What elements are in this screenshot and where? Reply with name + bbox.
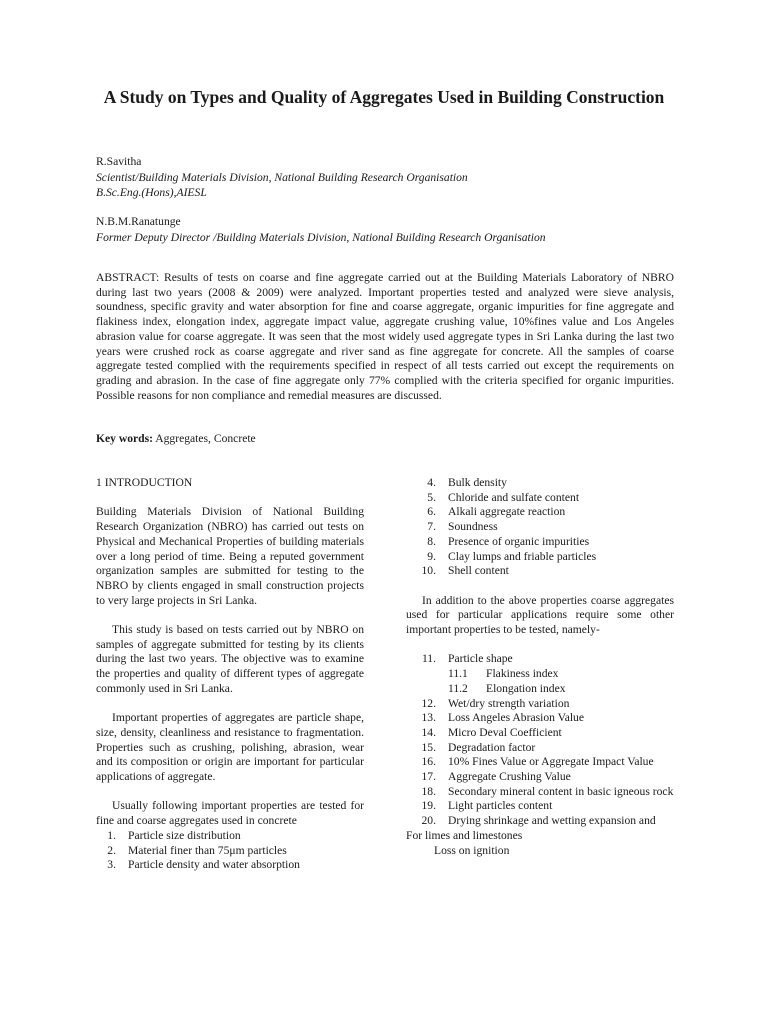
- author-affiliation: Former Deputy Director /Building Materials Division, National Building Research Organisation: [96, 230, 546, 244]
- list-item: [406, 799, 674, 814]
- list-text: Chloride and sulfate content: [448, 490, 580, 504]
- list-item: [406, 564, 674, 579]
- list-text: Wet/dry strength variation: [448, 696, 570, 710]
- list-number: 11.: [421, 652, 436, 666]
- list-item: [406, 550, 674, 565]
- list-number: 1.: [107, 828, 116, 842]
- list-text: Micro Deval Coefficient: [448, 725, 562, 739]
- keywords-line: [96, 432, 256, 445]
- author-name: R.Savitha: [96, 155, 142, 168]
- list-item: [406, 535, 674, 550]
- list-text: Secondary mineral content in basic igneous rock: [448, 784, 674, 798]
- list-item: [406, 785, 674, 800]
- paragraph: In addition to the above properties coarse aggregates used for particular applications require some other important properties to be tested, namely-: [406, 593, 674, 637]
- list-number: 6.: [427, 505, 436, 519]
- list-item: [406, 726, 674, 741]
- list-item: [406, 505, 674, 520]
- list-number: 20.: [421, 814, 436, 828]
- list-item: [96, 829, 364, 844]
- list-text: Particle density and water absorption: [128, 858, 300, 872]
- numbered-list: [96, 829, 364, 873]
- list-number: 16.: [421, 755, 436, 769]
- sub-list-item: [406, 667, 674, 682]
- list-item: [406, 520, 674, 535]
- list-text: Soundness: [448, 520, 498, 534]
- author-degree: B.Sc.Eng.(Hons),AIESL: [96, 186, 207, 199]
- list-number: 17.: [421, 770, 436, 784]
- list-text: Presence of organic impurities: [448, 534, 590, 548]
- list-number: 10.: [421, 564, 436, 578]
- limes-item: Loss on ignition: [434, 843, 510, 857]
- list-text: Material finer than 75μm particles: [128, 843, 287, 857]
- list-text: Clay lumps and friable particles: [448, 549, 597, 563]
- list-text: Shell content: [448, 564, 509, 578]
- paragraph: This study is based on tests carried out by NBRO on samples of aggregate submitted for testing by its clients during the last two years. The objective was to examine the properties and quality of different types of aggregate commonly used in Sri Lanka.: [96, 623, 364, 695]
- author-affiliation: Scientist/Building Materials Division, National Building Research Organisation: [96, 170, 468, 184]
- list-text: Elongation index: [486, 681, 566, 695]
- list-number: 19.: [421, 799, 436, 813]
- list-number: 8.: [427, 534, 436, 548]
- abstract: ABSTRACT: Results of tests on coarse and fine aggregate carried out at the Building Materials Laboratory of NBRO during last two years (2008 & 2009) were analyzed. Important properties tested and analyzed were sieve analysis, soundness, specific gravity and water absorption for fine and coarse aggregate, organic impurities for fine aggregate and flakiness index, elongation index, aggregate impact value, aggregate crushing value, 10%fines value and Los Angeles abrasion value for coarse aggregate. It was seen that the most widely used aggregate types in Sri Lanka during the last two years were crushed rock as coarse aggregate and river sand as fine aggregate for concrete. All the samples of coarse aggregate tested complied with the requirements specified in respect of all tests carried out except the requirements on grading and abrasion. In the case of fine aggregate only 77% complied with the criteria specified for organic impurities. Possible reasons for non compliance and remedial measures are discussed.: [96, 271, 674, 402]
- paragraph: Important properties of aggregates are particle shape, size, density, cleanliness and resistance to fragmentation. Properties such as crushing, polishing, abrasion, wear and its composition or origin are important for particular applications of aggregate.: [96, 711, 364, 784]
- author-name: N.B.M.Ranatunge: [96, 215, 181, 228]
- list-item: [96, 844, 364, 859]
- list-number: 4.: [427, 476, 436, 489]
- numbered-list: [406, 652, 674, 828]
- list-number: 2.: [107, 843, 116, 857]
- list-text: Aggregate Crushing Value: [448, 770, 571, 784]
- list-item: [406, 697, 674, 712]
- list-item: [406, 491, 674, 506]
- list-number: 13.: [421, 711, 436, 725]
- paper-title: A Study on Types and Quality of Aggregates Used in Building Construction: [103, 87, 665, 107]
- right-column: [406, 476, 674, 858]
- paragraph: Usually following important properties are tested for fine and coarse aggregates used in concrete: [96, 799, 364, 828]
- list-text: Particle size distribution: [128, 828, 241, 842]
- list-number: 11.2: [448, 681, 468, 695]
- list-number: 5.: [427, 490, 436, 504]
- list-number: 7.: [427, 520, 436, 534]
- list-item: [406, 755, 674, 770]
- list-number: 11.1: [448, 667, 468, 681]
- author-block-1: [96, 154, 696, 201]
- list-number: 12.: [421, 696, 436, 710]
- list-item: [406, 770, 674, 785]
- list-item: [406, 711, 674, 726]
- list-text: Bulk density: [448, 476, 507, 489]
- list-item: [406, 652, 674, 667]
- list-number: 14.: [421, 725, 436, 739]
- list-number: 3.: [107, 858, 116, 872]
- list-text: Drying shrinkage and wetting expansion and: [448, 814, 656, 828]
- left-column: [96, 476, 364, 873]
- list-text: Light particles content: [448, 799, 553, 813]
- list-text: 10% Fines Value or Aggregate Impact Value: [448, 755, 654, 769]
- list-item: [406, 741, 674, 756]
- author-block-2: [96, 214, 696, 245]
- keywords-label: Key words:: [96, 432, 153, 445]
- list-item: [406, 476, 674, 491]
- list-number: 9.: [427, 549, 436, 563]
- list-number: 15.: [421, 740, 436, 754]
- list-text: Flakiness index: [486, 667, 559, 681]
- list-item: [406, 814, 674, 829]
- list-text: Alkali aggregate reaction: [448, 505, 566, 519]
- limes-line: For limes and limestones: [406, 828, 523, 842]
- keywords-value: Aggregates, Concrete: [155, 432, 256, 445]
- list-text: Particle shape: [448, 652, 513, 666]
- sub-list-item: [406, 682, 674, 697]
- section-heading: 1 INTRODUCTION: [96, 476, 193, 489]
- list-item: [96, 858, 364, 873]
- paragraph: Building Materials Division of National Building Research Organization (NBRO) has carried out tests on Physical and Mechanical Properties of building materials over a long period of time. Being a reputed government organization samples are submitted for testing to the NBRO by clients engaged in small construction projects to very large projects in Sri Lanka.: [96, 505, 364, 607]
- numbered-list: [406, 476, 674, 579]
- list-number: 18.: [421, 784, 436, 798]
- list-text: Degradation factor: [448, 740, 536, 754]
- list-text: Loss Angeles Abrasion Value: [448, 711, 584, 725]
